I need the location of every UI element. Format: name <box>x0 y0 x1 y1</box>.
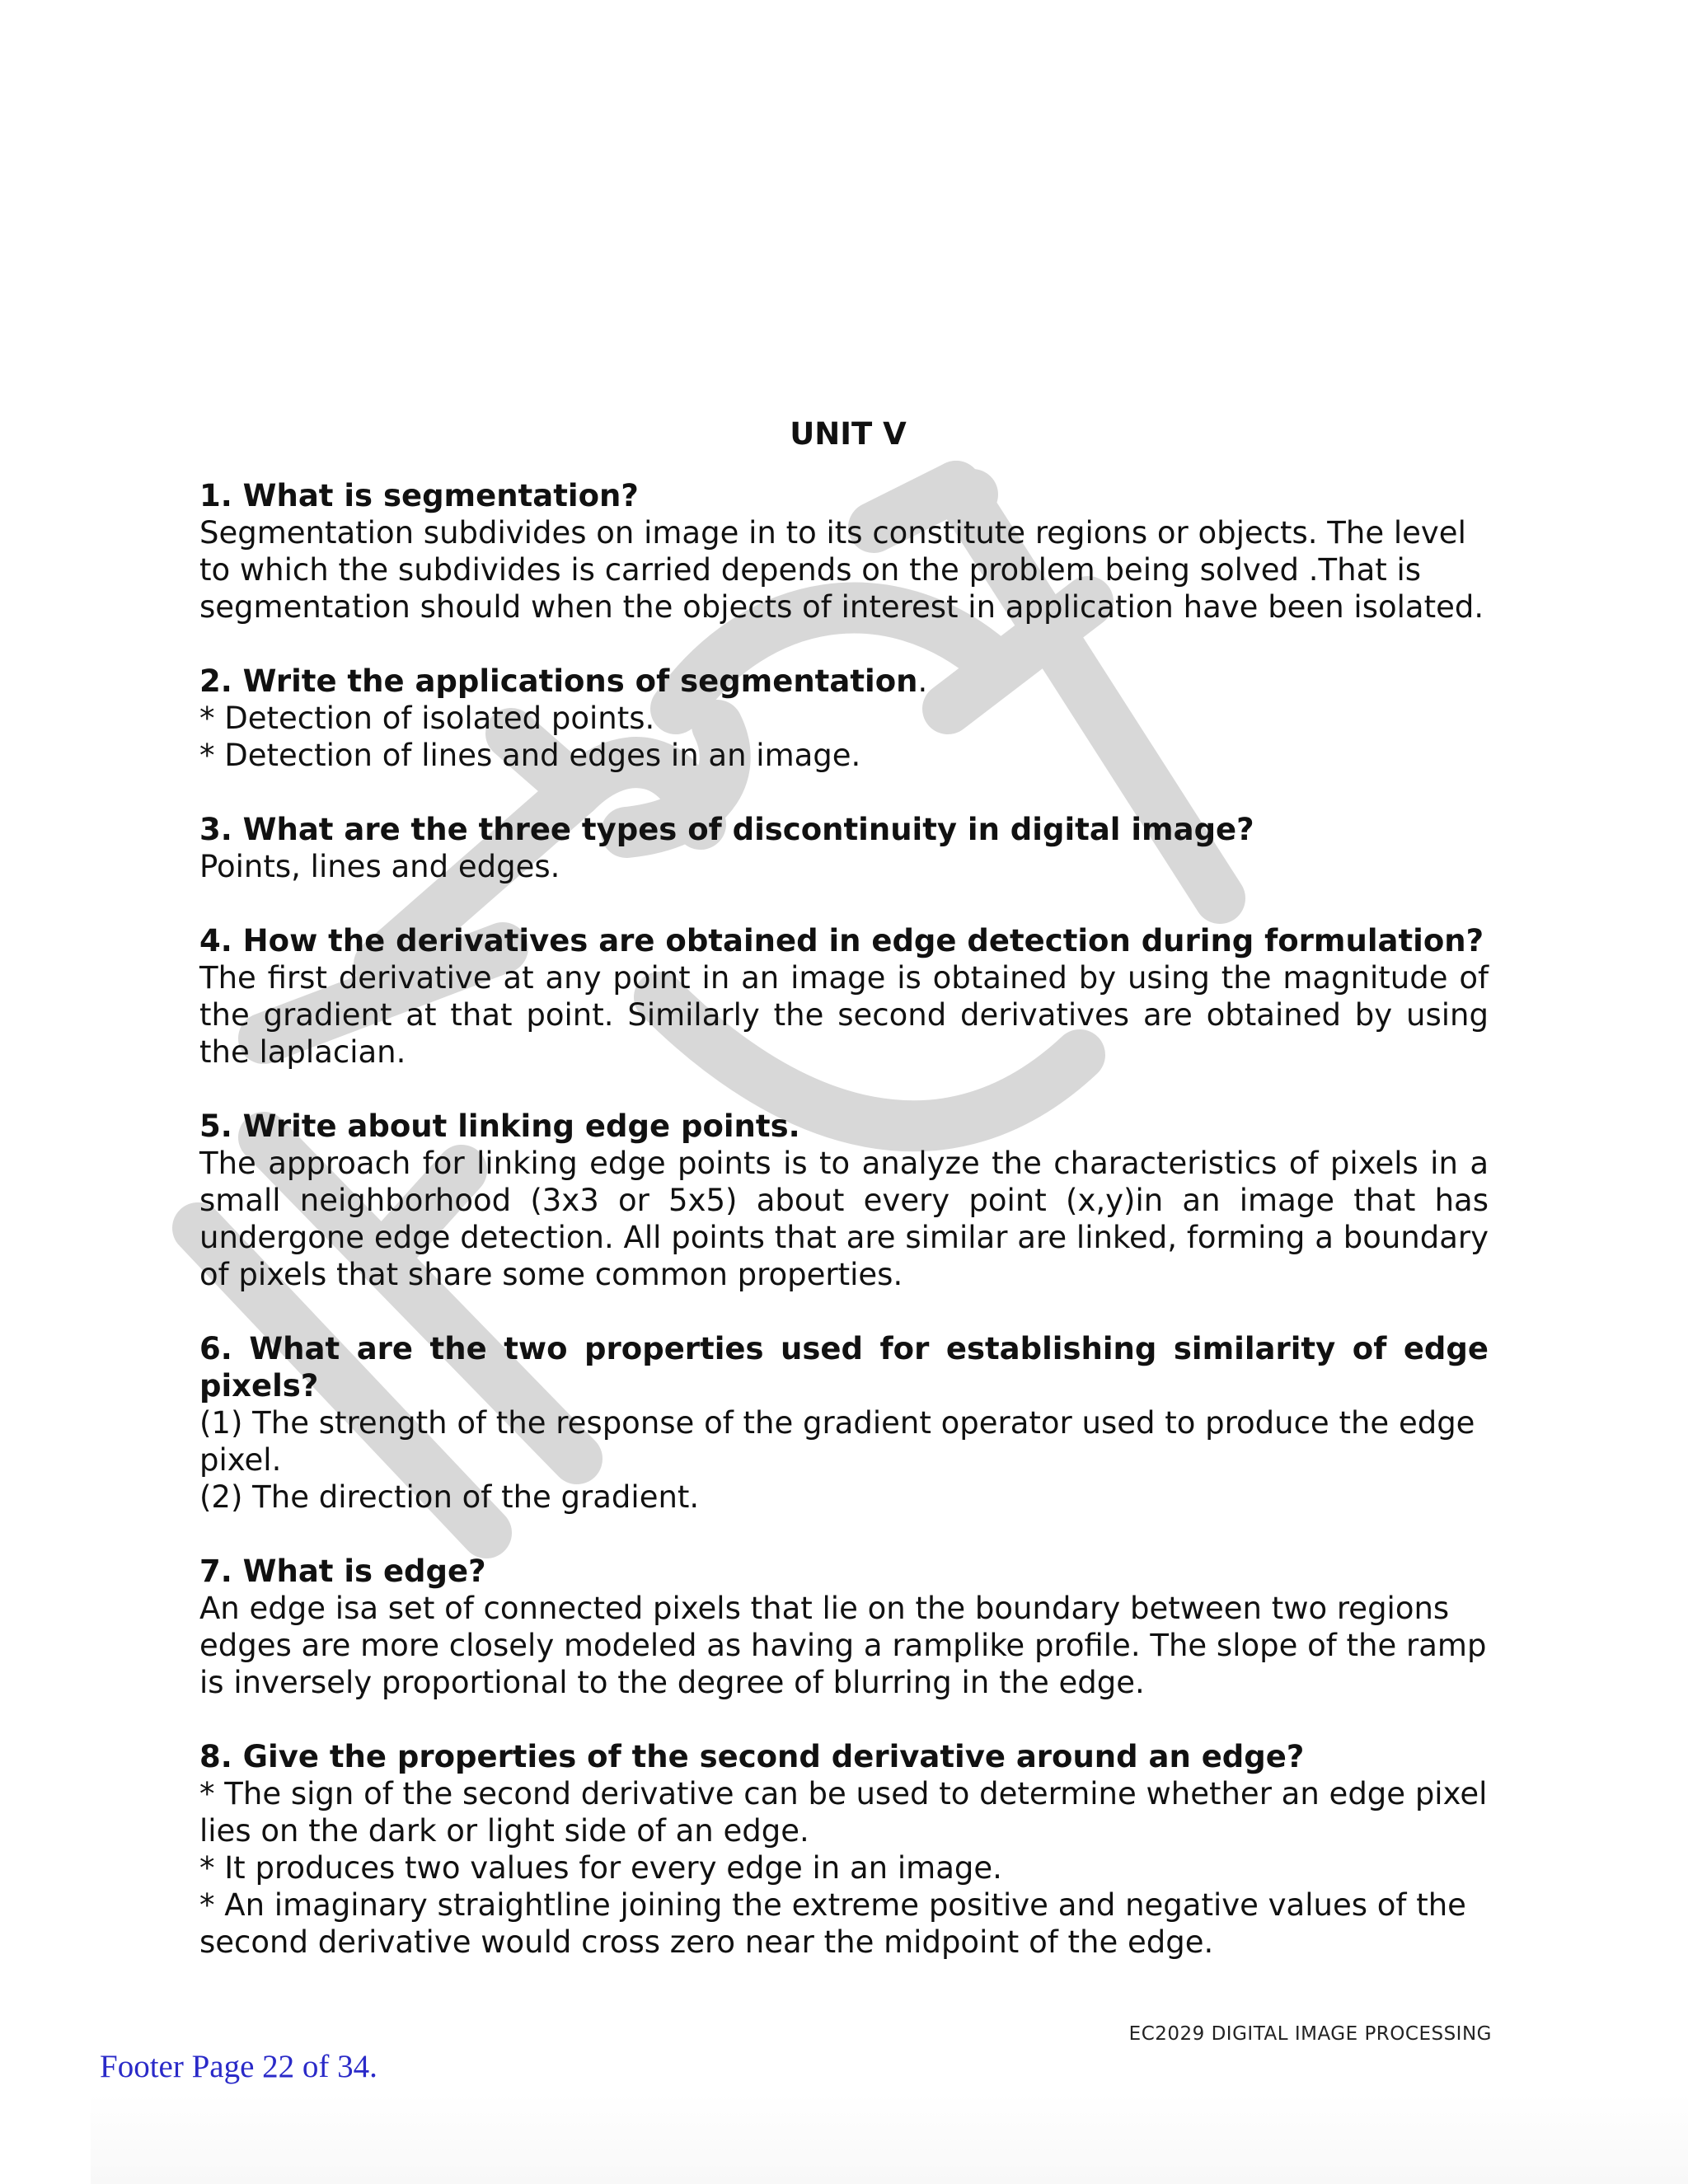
qa-item <box>199 811 1489 885</box>
footer-page-label: Footer Page 22 of 34. <box>100 2049 377 2084</box>
qa-item <box>199 1738 1489 1961</box>
page-bottom-shade <box>91 2093 1688 2184</box>
question-heading: 6. What are the two properties used for establishing similarity of edge pixels? <box>199 1331 1489 1404</box>
qa-item <box>199 922 1489 1071</box>
question-heading: 5. Write about linking edge points. <box>199 1108 800 1144</box>
unit-title: UNIT V <box>790 416 907 452</box>
answer-bullet: * It produces two values for every edge in an image. <box>199 1850 1002 1886</box>
qa-item <box>199 1553 1489 1701</box>
document-body <box>199 415 1489 1998</box>
answer-bullet: * Detection of isolated points. <box>199 701 655 736</box>
qa-item <box>199 1330 1489 1516</box>
question-heading <box>199 663 1489 700</box>
answer-bullet: * Detection of lines and edges in an image. <box>199 738 861 773</box>
answer-bullet: (2) The direction of the gradient. <box>199 1479 700 1515</box>
question-heading: 7. What is edge? <box>199 1554 486 1589</box>
answer-text: Points, lines and edges. <box>199 849 560 884</box>
question-suffix: . <box>917 663 928 699</box>
answer-text: Segmentation subdivides on image in to its constitute regions or objects. The level to which the subdivides is carried depends on the problem being solved .That is segmentation should when the objects of interest in application have been isolated. <box>199 515 1484 625</box>
answer-text: The first derivative at any point in an image is obtained by using the magnitude of the gradient at that point. Similarly the second derivatives are obtained by using the laplacian. <box>199 960 1489 1070</box>
question-heading: 1. What is segmentation? <box>199 478 639 513</box>
answer-bullet: * The sign of the second derivative can be used to determine whether an edge pixel lies on the dark or light side of an edge. <box>199 1776 1488 1849</box>
question-heading: 4. How the derivatives are obtained in edge detection during formulation? <box>199 923 1484 958</box>
answer-bullet: * An imaginary straightline joining the extreme positive and negative values of the second derivative would cross zero near the midpoint of the edge. <box>199 1887 1466 1960</box>
qa-item <box>199 663 1489 774</box>
answer-text: An edge isa set of connected pixels that lie on the boundary between two regions edges are more closely modeled as having a ramplike profile. The slope of the ramp is inversely proportional to the degree of blurring in the edge. <box>199 1591 1487 1700</box>
answer-bullet: (1) The strength of the response of the gradient operator used to produce the edge pixel. <box>199 1405 1475 1478</box>
question-heading: 8. Give the properties of the second derivative around an edge? <box>199 1739 1305 1774</box>
question-text: 2. Write the applications of segmentation <box>199 663 918 699</box>
qa-item <box>199 477 1489 626</box>
answer-text: The approach for linking edge points is to analyze the characteristics of pixels in a small neighborhood (3x3 or 5x5) about every point (x,y)in an image that has undergone edge detection. All points that are similar are linked, forming a boundary of pixels that share some common properties. <box>199 1146 1489 1292</box>
question-heading: 3. What are the three types of discontinuity in digital image? <box>199 812 1254 847</box>
course-header-label: EC2029 DIGITAL IMAGE PROCESSING <box>1128 2023 1492 2045</box>
qa-item <box>199 1108 1489 1293</box>
